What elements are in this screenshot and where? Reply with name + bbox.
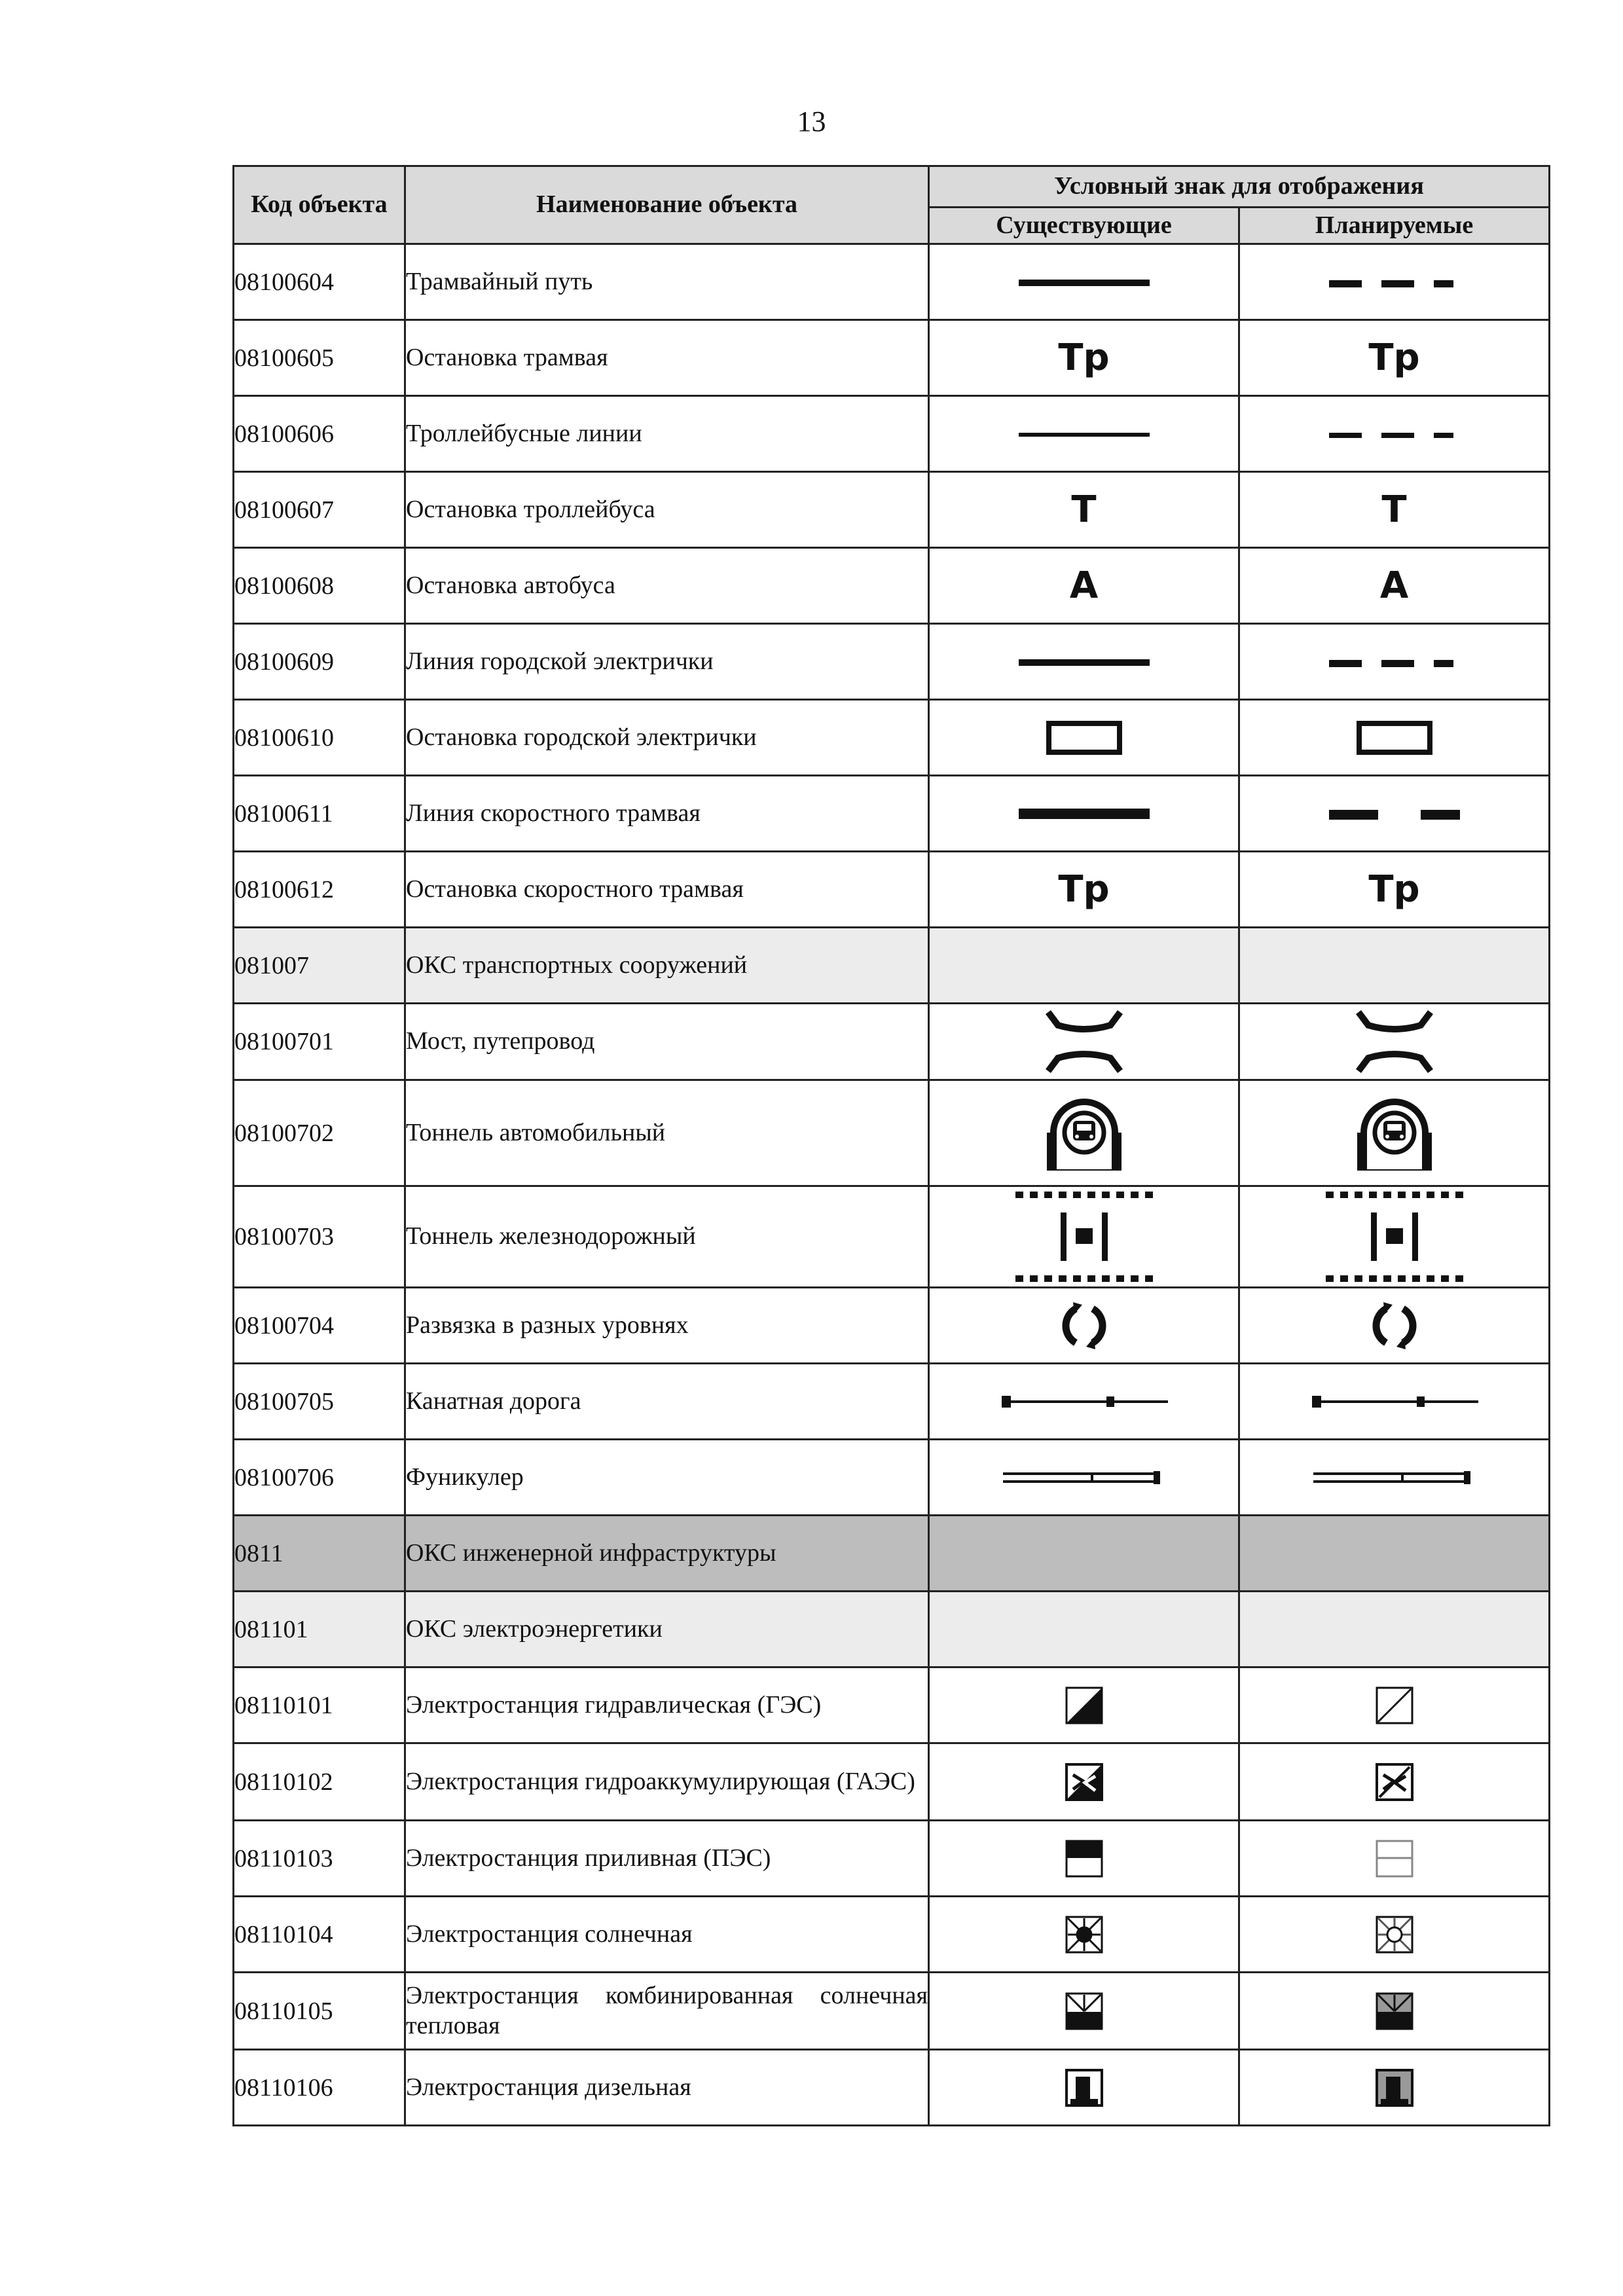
rect-icon — [1355, 731, 1434, 742]
object-code: 08110105 — [234, 1973, 405, 2050]
group-row — [234, 1592, 1550, 1667]
road-tunnel-icon — [1352, 1127, 1437, 1138]
line-thick-icon — [1012, 276, 1156, 287]
line-thick-icon — [1322, 276, 1467, 287]
object-code: 08110103 — [234, 1821, 405, 1897]
symbol-existing — [929, 624, 1239, 700]
map-symbol-glyph: Т — [1071, 488, 1097, 531]
object-name: Трамвайный путь — [405, 244, 929, 320]
interchange-icon — [1055, 1319, 1114, 1330]
object-name: Линия скоростного трамвая — [405, 776, 929, 852]
object-code: 08100605 — [234, 320, 405, 396]
object-name: Электростанция комбинированная солнечная тепловая — [405, 1973, 929, 2050]
rail-tunnel-icon — [1012, 1231, 1156, 1242]
line-thick-icon — [1322, 655, 1467, 666]
object-code: 08100612 — [234, 852, 405, 928]
solar-thermal-plant-icon — [1064, 2005, 1104, 2016]
table-row — [234, 1080, 1550, 1186]
object-name: ОКС транспортных сооружений — [405, 928, 929, 1004]
object-name: Остановка трамвая — [405, 320, 929, 396]
group-row — [234, 928, 1550, 1004]
symbol-existing — [929, 1743, 1239, 1821]
line-bold-icon — [1012, 807, 1156, 818]
symbol-existing — [929, 1004, 1239, 1080]
symbol-planned — [1239, 1440, 1550, 1516]
object-name: Остановка троллейбуса — [405, 472, 929, 548]
symbol-planned — [1239, 1516, 1550, 1592]
rect-icon — [1045, 731, 1123, 742]
object-name: ОКС электроэнергетики — [405, 1592, 929, 1667]
pumped-storage-plant-icon — [1064, 1776, 1104, 1787]
object-code: 081007 — [234, 928, 405, 1004]
legend-table — [232, 165, 1550, 2126]
table-row — [234, 1743, 1550, 1821]
object-code: 08100701 — [234, 1004, 405, 1080]
object-code: 08110104 — [234, 1897, 405, 1973]
header-planned: Планируемые — [1239, 208, 1550, 244]
solar-thermal-plant-icon — [1374, 2005, 1415, 2016]
interchange-icon — [1365, 1319, 1424, 1330]
map-symbol-glyph: А — [1069, 564, 1099, 607]
symbol-planned — [1239, 1364, 1550, 1440]
object-name: Электростанция приливная (ПЭС) — [405, 1821, 929, 1897]
object-name: Электростанция гидравлическая (ГЭС) — [405, 1667, 929, 1743]
table-row — [234, 1897, 1550, 1973]
rail-tunnel-icon — [1322, 1231, 1467, 1242]
symbol-planned — [1239, 548, 1550, 624]
symbol-existing — [929, 396, 1239, 472]
table-row — [234, 472, 1550, 548]
symbol-planned — [1239, 244, 1550, 320]
object-name: Остановка скоростного трамвая — [405, 852, 929, 928]
cableway-icon — [999, 1395, 1169, 1406]
bridge-icon — [1042, 1036, 1127, 1047]
hydro-plant-icon — [1064, 1699, 1104, 1710]
header-code: Код объекта — [234, 166, 405, 244]
map-symbol-glyph: Т — [1381, 488, 1407, 531]
object-name: Троллейбусные линии — [405, 396, 929, 472]
object-name: Тоннель автомобильный — [405, 1080, 929, 1186]
table-row — [234, 1288, 1550, 1364]
map-symbol-glyph: Тр — [1058, 868, 1110, 911]
object-code: 08100704 — [234, 1288, 405, 1364]
symbol-existing — [929, 1821, 1239, 1897]
funicular-icon — [999, 1471, 1169, 1482]
map-symbol-glyph: А — [1379, 564, 1409, 607]
symbol-planned — [1239, 1004, 1550, 1080]
diesel-plant-icon — [1064, 2081, 1104, 2092]
object-code: 08100611 — [234, 776, 405, 852]
tidal-plant-icon — [1374, 1852, 1415, 1863]
object-code: 08110102 — [234, 1743, 405, 1821]
symbol-existing — [929, 776, 1239, 852]
symbol-existing — [929, 320, 1239, 396]
table-row — [234, 776, 1550, 852]
line-bold-icon — [1322, 807, 1467, 818]
object-name: Остановка автобуса — [405, 548, 929, 624]
symbol-planned — [1239, 852, 1550, 928]
bridge-icon — [1352, 1036, 1437, 1047]
object-code: 08100607 — [234, 472, 405, 548]
object-name: Развязка в разных уровнях — [405, 1288, 929, 1364]
symbol-existing — [929, 1288, 1239, 1364]
object-code: 08110101 — [234, 1667, 405, 1743]
symbol-existing — [929, 700, 1239, 776]
hydro-plant-icon — [1374, 1699, 1415, 1710]
symbol-planned — [1239, 1973, 1550, 2050]
symbol-existing — [929, 1516, 1239, 1592]
header-existing: Существующие — [929, 208, 1239, 244]
symbol-planned — [1239, 928, 1550, 1004]
table-row — [234, 244, 1550, 320]
symbol-planned — [1239, 2050, 1550, 2126]
object-name: Электростанция гидроаккумулирующая (ГАЭС) — [405, 1743, 929, 1821]
object-code: 0811 — [234, 1516, 405, 1592]
object-name: ОКС инженерной инфраструктуры — [405, 1516, 929, 1592]
object-name: Остановка городской электрички — [405, 700, 929, 776]
object-code: 08100610 — [234, 700, 405, 776]
symbol-planned — [1239, 1667, 1550, 1743]
legend-table-body — [234, 244, 1550, 2126]
symbol-existing — [929, 1973, 1239, 2050]
object-code: 08100608 — [234, 548, 405, 624]
symbol-existing — [929, 928, 1239, 1004]
page-number: 13 — [797, 105, 826, 137]
object-name: Электростанция дизельная — [405, 2050, 929, 2126]
object-code: 08100604 — [234, 244, 405, 320]
table-row — [234, 1364, 1550, 1440]
table-row — [234, 396, 1550, 472]
symbol-existing — [929, 1667, 1239, 1743]
symbol-existing — [929, 472, 1239, 548]
symbol-existing — [929, 1364, 1239, 1440]
solar-plant-icon — [1064, 1928, 1104, 1939]
object-name: Линия городской электрички — [405, 624, 929, 700]
map-symbol-glyph: Тр — [1368, 868, 1420, 911]
symbol-existing — [929, 244, 1239, 320]
map-symbol-glyph: Тр — [1058, 337, 1110, 379]
symbol-planned — [1239, 1821, 1550, 1897]
table-row — [234, 1667, 1550, 1743]
object-name: Фуникулер — [405, 1440, 929, 1516]
object-code: 081101 — [234, 1592, 405, 1667]
pumped-storage-plant-icon — [1374, 1776, 1415, 1787]
symbol-existing — [929, 1897, 1239, 1973]
tidal-plant-icon — [1064, 1852, 1104, 1863]
symbol-planned — [1239, 1592, 1550, 1667]
object-code: 08110106 — [234, 2050, 405, 2126]
header-symbol: Условный знак для отображения — [929, 166, 1550, 208]
symbol-planned — [1239, 472, 1550, 548]
object-name: Канатная дорога — [405, 1364, 929, 1440]
cableway-icon — [1309, 1395, 1480, 1406]
object-code: 08100703 — [234, 1186, 405, 1288]
symbol-existing — [929, 1440, 1239, 1516]
map-symbol-glyph: Тр — [1368, 337, 1420, 379]
table-row — [234, 624, 1550, 700]
object-name: Мост, путепровод — [405, 1004, 929, 1080]
symbol-planned — [1239, 1743, 1550, 1821]
solar-plant-icon — [1374, 1928, 1415, 1939]
symbol-planned — [1239, 624, 1550, 700]
object-code: 08100609 — [234, 624, 405, 700]
table-row — [234, 1440, 1550, 1516]
group-row — [234, 1516, 1550, 1592]
symbol-planned — [1239, 700, 1550, 776]
object-code: 08100706 — [234, 1440, 405, 1516]
object-name: Тоннель железнодорожный — [405, 1186, 929, 1288]
symbol-existing — [929, 852, 1239, 928]
funicular-icon — [1309, 1471, 1480, 1482]
symbol-planned — [1239, 396, 1550, 472]
symbol-existing — [929, 2050, 1239, 2126]
header-name: Наименование объекта — [405, 166, 929, 244]
symbol-existing — [929, 548, 1239, 624]
table-row — [234, 2050, 1550, 2126]
table-row — [234, 1821, 1550, 1897]
table-row — [234, 1004, 1550, 1080]
object-name: Электростанция солнечная — [405, 1897, 929, 1973]
line-thick-icon — [1012, 655, 1156, 666]
diesel-plant-icon — [1374, 2081, 1415, 2092]
road-tunnel-icon — [1042, 1127, 1127, 1138]
symbol-planned — [1239, 1080, 1550, 1186]
object-code: 08100705 — [234, 1364, 405, 1440]
table-row — [234, 700, 1550, 776]
symbol-planned — [1239, 776, 1550, 852]
symbol-existing — [929, 1592, 1239, 1667]
line-thin-icon — [1012, 428, 1156, 439]
table-row — [234, 1186, 1550, 1288]
table-row — [234, 548, 1550, 624]
object-code: 08100606 — [234, 396, 405, 472]
symbol-planned — [1239, 1897, 1550, 1973]
table-row — [234, 1973, 1550, 2050]
object-code: 08100702 — [234, 1080, 405, 1186]
symbol-existing — [929, 1186, 1239, 1288]
line-thin-icon — [1322, 428, 1467, 439]
table-row — [234, 852, 1550, 928]
symbol-planned — [1239, 320, 1550, 396]
symbol-planned — [1239, 1288, 1550, 1364]
symbol-existing — [929, 1080, 1239, 1186]
table-row — [234, 320, 1550, 396]
symbol-planned — [1239, 1186, 1550, 1288]
